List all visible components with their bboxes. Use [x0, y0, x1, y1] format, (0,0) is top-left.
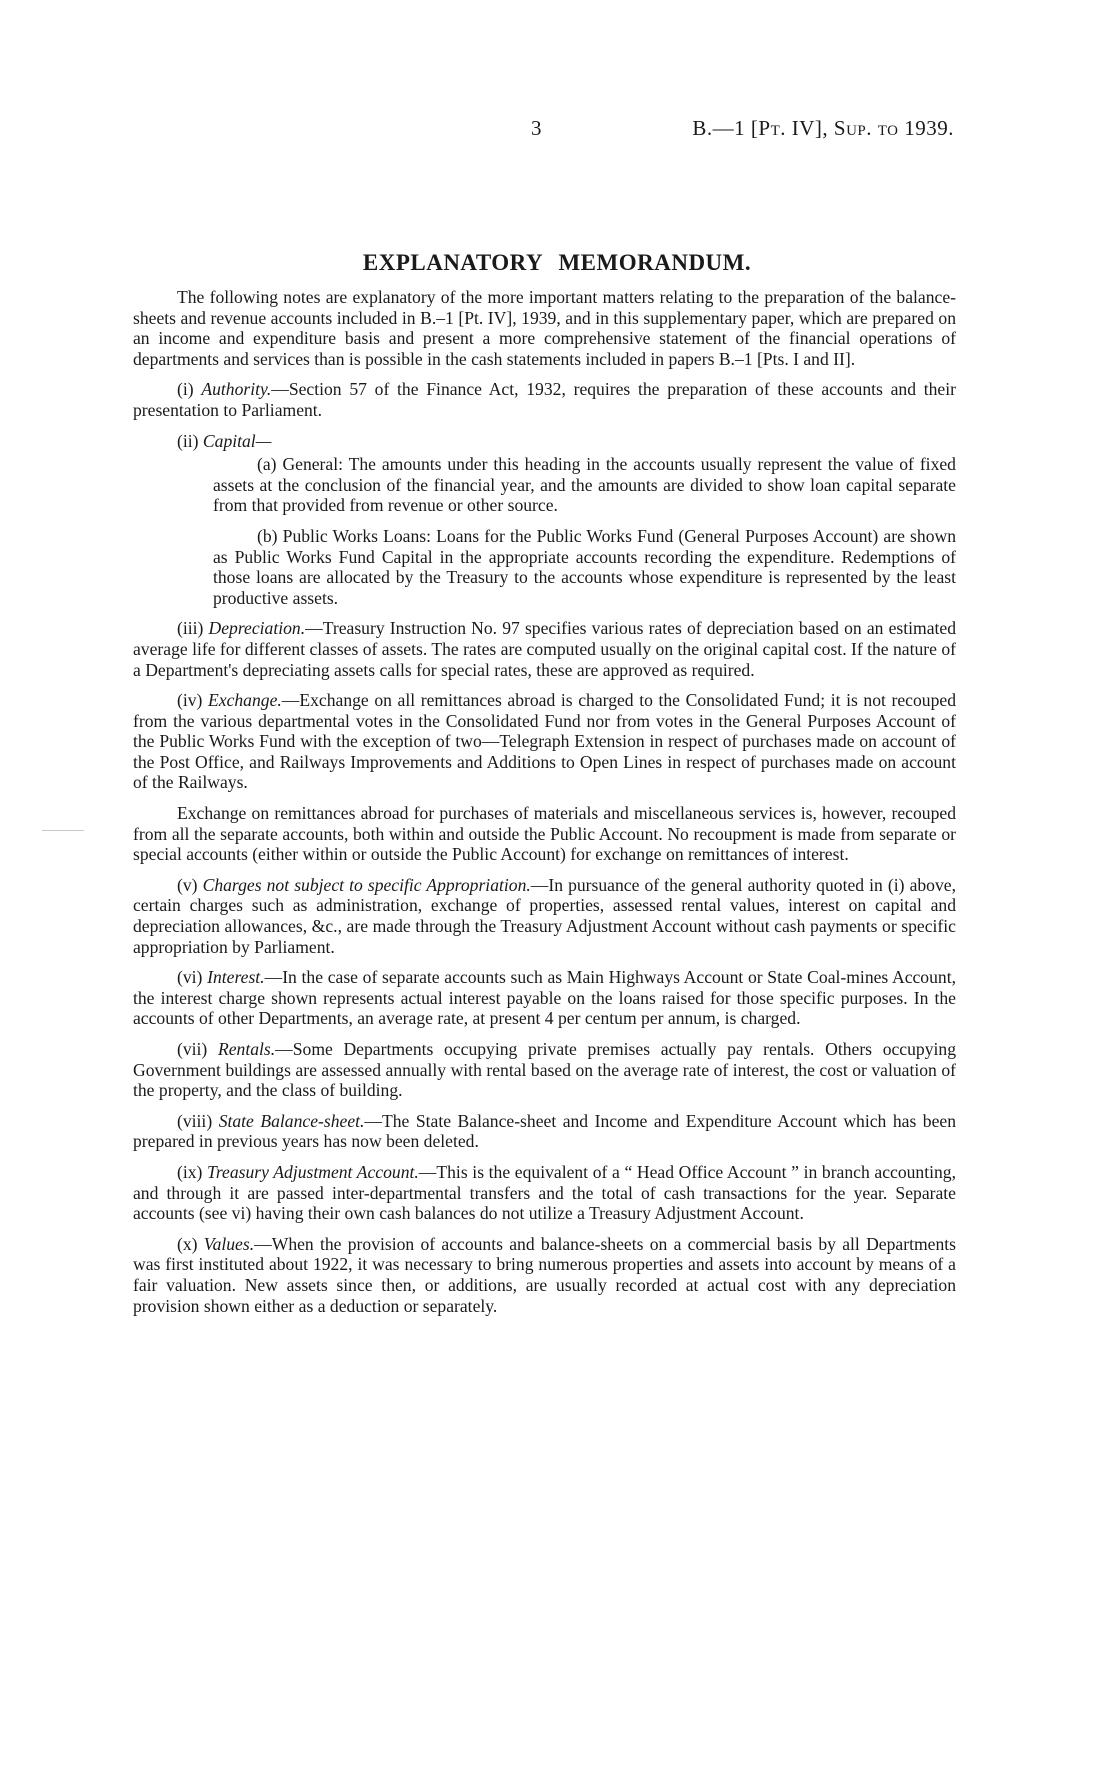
- paragraph-state-balance-sheet: [133, 1111, 956, 1152]
- item-text: —Treasury Instruction No. 97 specifies various rates of depreciation based on an estimated average life for different classes of assets. The rates are computed usually on the original capital cost. If the nature of a Department's depreciating assets calls for special rates, these are approved as required.: [133, 618, 957, 680]
- item-heading: Charges not subject to specific Appropriation.: [202, 874, 531, 895]
- item-label: (ii): [177, 430, 203, 451]
- paragraph-treasury-adjustment: [133, 1162, 956, 1224]
- paragraph-rentals: [133, 1039, 956, 1101]
- item-text: Public Works Loans: Loans for the Public Works Fund (General Purposes Account) are shown as Public Works Fund Capital in the appropriate accounts recording the expenditure. Redemptions of those loans are allocated by the Treasury to the accounts whose expenditure is represented by the least productive assets.: [213, 525, 956, 608]
- paragraph-charges: [133, 875, 956, 957]
- paragraph-values: [133, 1234, 956, 1316]
- item-label: (b): [257, 525, 283, 546]
- item-label: (iv): [177, 690, 209, 711]
- paragraph-exchange-note: Exchange on remittances abroad for purchases of materials and miscellaneous services is, however, recouped from all the separate accounts, both within and outside the Public Account. No recoupment is made from separate or special accounts (either within or outside the Public Account) for exchange on remittances of interest.: [133, 803, 956, 865]
- item-text: —Some Departments occupying private premises actually pay rentals. Others occupying Government buildings are assessed annually with rental based on the average rate of interest, the cost or valuation of the property, and the class of building.: [133, 1039, 956, 1101]
- running-head-code: B.—1 [: [692, 116, 759, 140]
- paragraph-capital-public-works: [213, 526, 956, 608]
- item-text: —In the case of separate accounts such as Main Highways Account or State Coal-mines Account, the interest charge shown represents actual interest payable on the loans raised for those specific purposes. In the accounts of other Departments, an average rate, at present 4 per centum per annum, is charged.: [133, 967, 956, 1029]
- paragraph-depreciation: [133, 618, 956, 680]
- item-heading: Treasury Adjustment Account.: [207, 1161, 419, 1182]
- running-head-part: Pt. IV: [758, 116, 815, 140]
- paragraph-exchange: [133, 690, 956, 793]
- memorandum-body: [133, 287, 956, 1326]
- running-head: [692, 116, 954, 141]
- paragraph-interest: [133, 967, 956, 1029]
- item-heading: State Balance-sheet.: [218, 1110, 365, 1131]
- item-text: —The State Balance-sheet and Income and Expenditure Account which has been prepared in previous years has now been deleted.: [133, 1110, 956, 1152]
- item-text: General: The amounts under this heading in the accounts usually represent the value of fixed assets at the conclusion of the financial year, and the amounts are divided to show loan capital separate from that provided from revenue or other source.: [213, 454, 956, 516]
- paragraph-capital: [133, 431, 956, 452]
- item-text: —Section 57 of the Finance Act, 1932, requires the preparation of these accounts and their presentation to Parliament.: [133, 379, 956, 420]
- item-heading: Rentals.: [217, 1039, 276, 1059]
- item-heading: Interest.: [207, 967, 265, 988]
- item-text: —When the provision of accounts and balance-sheets on a commercial basis by all Departments was first instituted about 1922, it was necessary to bring numerous properties and assets into account by means of a fair valuation. New assets since then, or additions, are usually recorded at actual cost with any depreciation provision shown either as a deduction or separately.: [133, 1233, 956, 1316]
- page-number: 3: [531, 116, 542, 140]
- item-text: —This is the equivalent of a “ Head Office Account ” in branch accounting, and through it are passed inter-departmental transfers and the total of cash transactions for the year. Separate accounts (see vi) having their own cash balances do not utilize a Treasury Adjustment Account.: [133, 1161, 956, 1224]
- item-heading: Exchange.: [208, 690, 282, 711]
- item-label: (a): [257, 454, 283, 475]
- item-heading: Authority.: [201, 379, 272, 400]
- item-text: —Exchange on all remittances abroad is charged to the Consolidated Fund; it is not recouped from the various departmental votes in the Consolidated Fund nor from votes in the General Purposes Account of the Public Works Fund with the exception of two—Telegraph Extension in respect of purchases made on account of the Post Office, and Railways Improvements and Additions to Open Lines in respect of purchases made on account of the Railways.: [133, 690, 956, 793]
- item-heading: Capital—: [202, 430, 272, 451]
- item-label: (ix): [177, 1161, 208, 1182]
- item-label: (vii): [177, 1039, 218, 1059]
- margin-mark: [42, 830, 84, 831]
- item-label: (v): [177, 874, 203, 895]
- running-head-sup: ], Sup. to 1939.: [814, 116, 954, 140]
- item-label: (viii): [177, 1110, 219, 1131]
- paragraph-authority: [133, 379, 956, 420]
- paragraph-capital-general: [213, 454, 956, 516]
- page-header: [0, 116, 1114, 146]
- intro-paragraph: The following notes are explanatory of the more important matters relating to the preparation of the balance-sheets and revenue accounts included in B.–1 [Pt. IV], 1939, and in this supplementary paper, which are prepared on an income and expenditure basis and present a more comprehensive statement of the financial operations of departments and services than is possible in the cash statements included in papers B.–1 [Pts. I and II].: [133, 287, 956, 369]
- memorandum-title: EXPLANATORY MEMORANDUM.: [362, 250, 752, 275]
- item-label: (i): [177, 379, 202, 400]
- item-label: (x): [177, 1233, 204, 1254]
- item-text: —In pursuance of the general authority quoted in (i) above, certain charges such as administration, exchange of properties, assessed rental values, interest on capital and depreciation allowances, &c., are made through the Treasury Adjustment Account without cash payments or specific appropriation by Parliament.: [133, 874, 956, 957]
- item-label: (vi): [177, 967, 208, 988]
- item-heading: Values.: [203, 1233, 255, 1254]
- item-label: (iii): [177, 618, 209, 639]
- item-heading: Depreciation.: [208, 618, 306, 639]
